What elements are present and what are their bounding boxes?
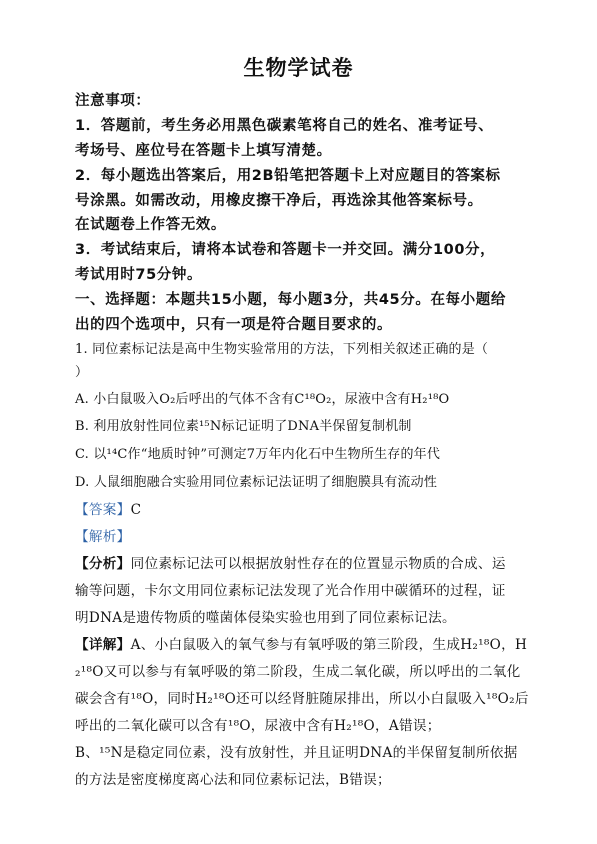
section-heading: 一、选择题：本题共15小题，每小题3分，共45分。在每小题给 bbox=[75, 292, 506, 308]
page-title: 生物学试卷 bbox=[243, 56, 354, 80]
detail-line: 呼出的二氧化碳可以含有¹⁸O，尿液中含有H₂¹⁸O，A错误； bbox=[75, 718, 441, 734]
notice-line: 号涂黑。如需改动，用橡皮擦干净后，再选涂其他答案标号。 bbox=[75, 193, 483, 209]
notice-line: 在试题卷上作答无效。 bbox=[75, 217, 226, 233]
explanation-row bbox=[75, 525, 131, 545]
notice-line: 2．每小题选出答案后，用2B铅笔把答题卡上对应题目的答案标 bbox=[75, 168, 501, 184]
analysis-line bbox=[75, 552, 506, 572]
analysis-tag: 【分析】 bbox=[75, 556, 131, 572]
option-d: D. 人鼠细胞融合实验用同位素标记法证明了细胞膜具有流动性 bbox=[75, 475, 438, 490]
answer-value: C bbox=[130, 502, 142, 518]
notice-line: 考试用时75分钟。 bbox=[75, 267, 203, 283]
answer-row bbox=[75, 498, 141, 518]
detail-tag: 【详解】 bbox=[75, 637, 131, 653]
detail-line bbox=[75, 633, 527, 653]
option-a: A. 小白鼠吸入O₂后呼出的气体不含有C¹⁸O₂，尿液中含有H₂¹⁸O bbox=[75, 392, 450, 407]
detail-line: 的方法是密度梯度离心法和同位素标记法，B错误； bbox=[75, 772, 391, 788]
explanation-tag: 【解析】 bbox=[75, 529, 131, 545]
question-stem: ） bbox=[75, 365, 89, 380]
analysis-text: 同位素标记法可以根据放射性存在的位置显示物质的合成、运 bbox=[130, 556, 506, 572]
analysis-line: 明DNA是遗传物质的噬菌体侵染实验也用到了同位素标记法。 bbox=[75, 610, 456, 626]
detail-line: B、¹⁵N是稳定同位素，没有放射性，并且证明DNA的半保留复制所依据 bbox=[75, 745, 518, 761]
answer-tag: 【答案】 bbox=[75, 502, 131, 518]
notice-line: 考场号、座位号在答题卡上填写清楚。 bbox=[75, 143, 332, 159]
question-stem: 1. 同位素标记法是高中生物实验常用的方法，下列相关叙述正确的是（ bbox=[75, 342, 489, 357]
notice-line: 1．答题前，考生务必用黑色碳素笔将自己的姓名、准考证号、 bbox=[75, 118, 494, 134]
detail-line: ₂¹⁸O又可以参与有氧呼吸的第二阶段，生成二氧化碳，所以呼出的二氧化 bbox=[75, 664, 521, 680]
section-heading: 出的四个选项中，只有一项是符合题目要求的。 bbox=[75, 317, 393, 333]
detail-text: A、小白鼠吸入的氧气参与有氧呼吸的第三阶段，生成H₂¹⁸O，H bbox=[130, 637, 528, 653]
notice-heading: 注意事项： bbox=[75, 93, 151, 109]
option-c: C. 以¹⁴C作“地质时钟”可测定7万年内化石中生物所生存的年代 bbox=[75, 447, 441, 462]
detail-line: 碳会含有¹⁸O，同时H₂¹⁸O还可以经肾脏随尿排出，所以小白鼠吸入¹⁸O₂后 bbox=[75, 691, 529, 707]
option-b: B. 利用放射性同位素¹⁵N标记证明了DNA半保留复制机制 bbox=[75, 419, 412, 434]
analysis-line: 输等问题，卡尔文用同位素标记法发现了光合作用中碳循环的过程，证 bbox=[75, 583, 506, 599]
notice-line: 3．考试结束后，请将本试卷和答题卡一并交回。满分100分， bbox=[75, 242, 496, 258]
